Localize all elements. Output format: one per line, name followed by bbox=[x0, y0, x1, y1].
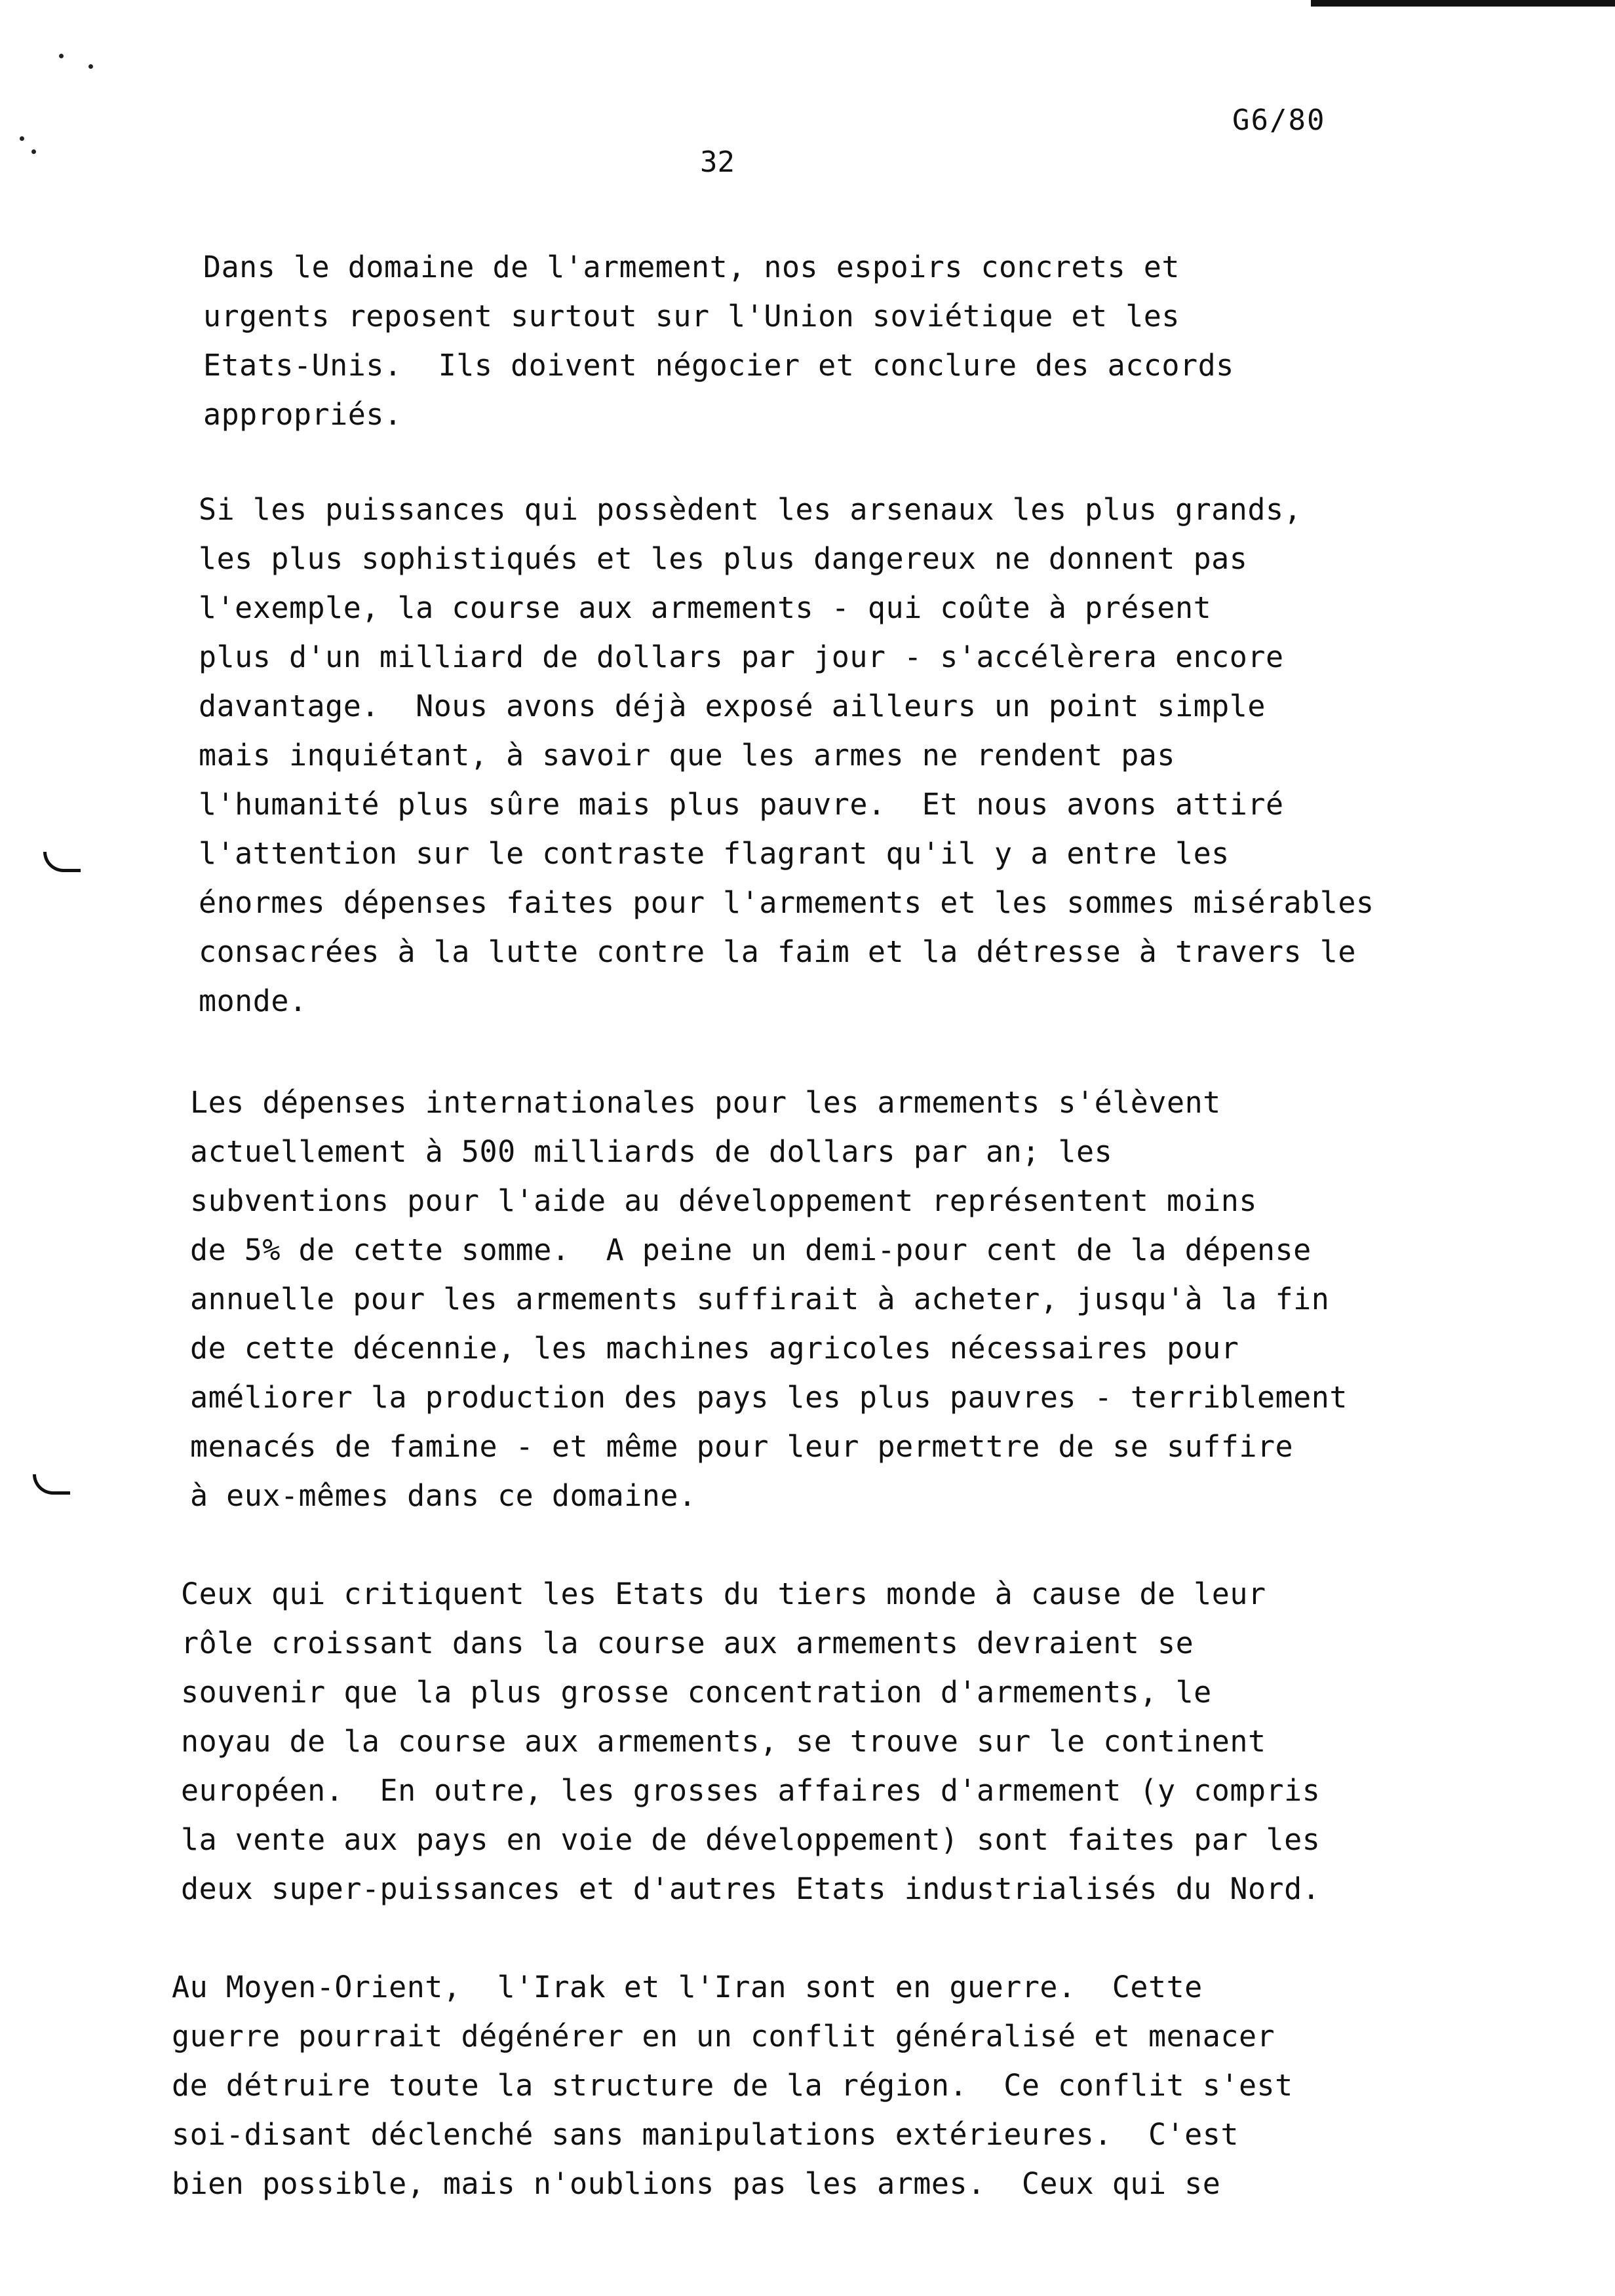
text-line: Dans le domaine de l'armement, nos espoirs concrets et bbox=[203, 250, 1180, 284]
scan-dot bbox=[59, 54, 64, 58]
text-line: subventions pour l'aide au développement représentent moins bbox=[190, 1183, 1257, 1218]
text-line: noyau de la course aux armements, se trouve sur le continent bbox=[181, 1724, 1266, 1759]
text-line: de 5% de cette somme. A peine un demi-pour cent de la dépense bbox=[190, 1233, 1312, 1267]
text-line: actuellement à 500 milliards de dollars par an; les bbox=[190, 1134, 1113, 1169]
text-line: énormes dépenses faites pour l'armements et les sommes misérables bbox=[199, 885, 1374, 920]
text-line: Les dépenses internationales pour les armements s'élèvent bbox=[190, 1085, 1221, 1120]
text-line: l'humanité plus sûre mais plus pauvre. Et nous avons attiré bbox=[199, 787, 1284, 822]
text-line: de cette décennie, les machines agricoles nécessaires pour bbox=[190, 1331, 1239, 1366]
margin-mark bbox=[43, 852, 81, 872]
paragraph bbox=[181, 1569, 1320, 1913]
text-line: Ceux qui critiquent les Etats du tiers monde à cause de leur bbox=[181, 1577, 1266, 1611]
text-line: de détruire toute la structure de la région. Ce conflit s'est bbox=[172, 2068, 1293, 2103]
paragraph bbox=[199, 485, 1374, 1025]
scan-dot bbox=[88, 64, 93, 69]
paragraph bbox=[190, 1078, 1348, 1520]
text-line: Si les puissances qui possèdent les arsenaux les plus grands, bbox=[199, 492, 1302, 527]
paragraph bbox=[203, 242, 1234, 439]
top-edge-rule bbox=[1311, 0, 1615, 7]
text-line: soi-disant déclenché sans manipulations extérieures. C'est bbox=[172, 2117, 1239, 2152]
text-line: plus d'un milliard de dollars par jour - s'accélèrera encore bbox=[199, 640, 1284, 674]
margin-mark bbox=[33, 1474, 70, 1495]
text-line: bien possible, mais n'oublions pas les armes. Ceux qui se bbox=[172, 2166, 1221, 2201]
scan-dot bbox=[31, 149, 36, 154]
text-line: l'attention sur le contraste flagrant qu'il y a entre les bbox=[199, 836, 1230, 871]
scan-dot bbox=[20, 136, 24, 141]
text-line: menacés de famine - et même pour leur permettre de se suffire bbox=[190, 1429, 1294, 1464]
document-reference: G6/80 bbox=[1232, 104, 1326, 137]
paragraph bbox=[172, 1962, 1293, 2208]
text-line: appropriés. bbox=[203, 397, 402, 432]
text-line: deux super-puissances et d'autres Etats industrialisés du Nord. bbox=[181, 1871, 1321, 1906]
page-number: 32 bbox=[700, 145, 735, 179]
text-line: améliorer la production des pays les plus pauvres - terriblement bbox=[190, 1380, 1348, 1415]
text-line: mais inquiétant, à savoir que les armes ne rendent pas bbox=[199, 738, 1175, 773]
text-line: davantage. Nous avons déjà exposé ailleurs un point simple bbox=[199, 689, 1266, 723]
text-line: européen. En outre, les grosses affaires d'armement (y compris bbox=[181, 1773, 1321, 1808]
text-line: souvenir que la plus grosse concentration d'armements, le bbox=[181, 1675, 1212, 1710]
text-line: guerre pourrait dégénérer en un conflit généralisé et menacer bbox=[172, 2019, 1275, 2054]
text-line: la vente aux pays en voie de développement) sont faites par les bbox=[181, 1822, 1321, 1857]
text-line: Etats-Unis. Ils doivent négocier et conclure des accords bbox=[203, 348, 1234, 383]
text-line: monde. bbox=[199, 984, 307, 1018]
text-line: annuelle pour les armements suffirait à acheter, jusqu'à la fin bbox=[190, 1282, 1330, 1316]
text-line: urgents reposent surtout sur l'Union soviétique et les bbox=[203, 299, 1180, 334]
text-line: consacrées à la lutte contre la faim et la détresse à travers le bbox=[199, 934, 1356, 969]
text-line: l'exemple, la course aux armements - qui coûte à présent bbox=[199, 590, 1212, 625]
text-line: rôle croissant dans la course aux armements devraient se bbox=[181, 1626, 1194, 1660]
text-line: les plus sophistiqués et les plus dangereux ne donnent pas bbox=[199, 541, 1248, 576]
text-line: Au Moyen-Orient, l'Irak et l'Iran sont en guerre. Cette bbox=[172, 1970, 1203, 2004]
text-line: à eux-mêmes dans ce domaine. bbox=[190, 1478, 697, 1513]
